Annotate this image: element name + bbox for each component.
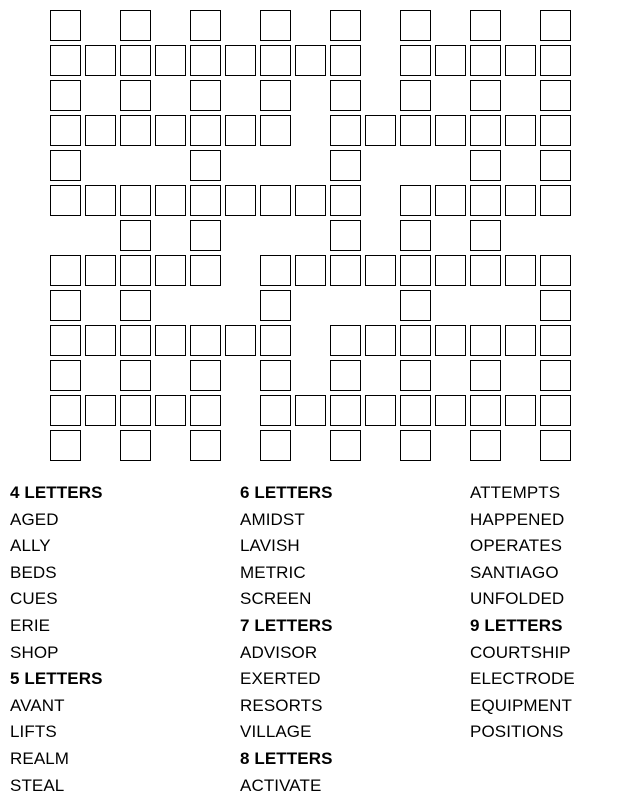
grid-cell[interactable] xyxy=(365,325,396,356)
grid-cell[interactable] xyxy=(225,185,256,216)
grid-cell[interactable] xyxy=(260,395,291,426)
word-list-item: SHOP xyxy=(10,642,59,662)
grid-cell[interactable] xyxy=(470,220,501,251)
word-list-item: HAPPENED xyxy=(470,509,565,529)
grid-cell[interactable] xyxy=(260,10,291,41)
word-list-item: UNFOLDED xyxy=(470,589,565,609)
word-list-column-2 xyxy=(240,480,440,799)
grid-cell[interactable] xyxy=(260,45,291,76)
grid-cell[interactable] xyxy=(120,255,151,286)
grid-cell[interactable] xyxy=(85,185,116,216)
grid-cell[interactable] xyxy=(120,185,151,216)
grid-cell[interactable] xyxy=(505,185,536,216)
grid-cell[interactable] xyxy=(540,150,571,181)
grid-cell[interactable] xyxy=(260,290,291,321)
grid-cell[interactable] xyxy=(190,255,221,286)
grid-cell[interactable] xyxy=(470,45,501,76)
grid-cell[interactable] xyxy=(260,430,291,461)
grid-cell[interactable] xyxy=(400,430,431,461)
grid-cell[interactable] xyxy=(260,115,291,146)
grid-cell[interactable] xyxy=(330,10,361,41)
grid-cell[interactable] xyxy=(435,45,466,76)
word-list-item: COURTSHIP xyxy=(470,642,571,662)
word-list-item: POSITIONS xyxy=(470,722,564,742)
grid-cell[interactable] xyxy=(400,45,431,76)
grid-cell[interactable] xyxy=(190,80,221,111)
grid-cell[interactable] xyxy=(155,255,186,286)
crossword-grid xyxy=(50,10,575,466)
grid-cell[interactable] xyxy=(400,220,431,251)
word-list-item: METRIC xyxy=(240,562,306,582)
grid-cell[interactable] xyxy=(120,360,151,391)
grid-cell[interactable] xyxy=(400,115,431,146)
grid-cell[interactable] xyxy=(400,290,431,321)
grid-cell[interactable] xyxy=(505,395,536,426)
grid-cell[interactable] xyxy=(295,395,326,426)
grid-cell[interactable] xyxy=(120,395,151,426)
word-list-item: AVANT xyxy=(10,695,65,715)
grid-cell[interactable] xyxy=(50,430,81,461)
grid-cell[interactable] xyxy=(400,10,431,41)
grid-cell[interactable] xyxy=(85,45,116,76)
grid-cell[interactable] xyxy=(470,115,501,146)
grid-cell[interactable] xyxy=(50,80,81,111)
grid-cell[interactable] xyxy=(400,255,431,286)
word-list-item: ATTEMPTS xyxy=(470,483,561,502)
word-list-heading: 9 LETTERS xyxy=(470,615,563,635)
grid-cell[interactable] xyxy=(50,325,81,356)
word-list-item: LAVISH xyxy=(240,536,300,556)
word-list-heading: 6 LETTERS xyxy=(240,483,333,502)
word-list-item: LIFTS xyxy=(10,722,57,742)
grid-cell[interactable] xyxy=(155,325,186,356)
word-list-item: ELECTRODE xyxy=(470,669,575,689)
grid-cell[interactable] xyxy=(190,10,221,41)
grid-cell[interactable] xyxy=(330,220,361,251)
grid-cell[interactable] xyxy=(435,325,466,356)
grid-cell[interactable] xyxy=(330,115,361,146)
grid-cell[interactable] xyxy=(365,255,396,286)
grid-cell[interactable] xyxy=(505,115,536,146)
grid-cell[interactable] xyxy=(540,10,571,41)
grid-cell[interactable] xyxy=(470,325,501,356)
grid-cell[interactable] xyxy=(540,360,571,391)
grid-cell[interactable] xyxy=(330,150,361,181)
grid-cell[interactable] xyxy=(470,80,501,111)
grid-cell[interactable] xyxy=(260,80,291,111)
grid-cell[interactable] xyxy=(540,45,571,76)
grid-cell[interactable] xyxy=(540,430,571,461)
grid-cell[interactable] xyxy=(505,45,536,76)
word-list-item: BEDS xyxy=(10,562,57,582)
grid-cell[interactable] xyxy=(435,255,466,286)
grid-cell[interactable] xyxy=(50,150,81,181)
grid-cell[interactable] xyxy=(155,45,186,76)
word-list-item: ALLY xyxy=(10,536,51,556)
grid-cell[interactable] xyxy=(505,325,536,356)
grid-cell[interactable] xyxy=(190,360,221,391)
grid-cell[interactable] xyxy=(120,115,151,146)
grid-cell[interactable] xyxy=(120,45,151,76)
grid-cell[interactable] xyxy=(190,220,221,251)
grid-cell[interactable] xyxy=(190,430,221,461)
grid-cell[interactable] xyxy=(365,115,396,146)
word-list-item: OPERATES xyxy=(470,536,563,556)
word-list-item: REALM xyxy=(10,748,70,768)
grid-cell[interactable] xyxy=(225,115,256,146)
grid-cell[interactable] xyxy=(85,115,116,146)
word-list-item: VILLAGE xyxy=(240,722,312,742)
grid-cell[interactable] xyxy=(470,255,501,286)
grid-cell[interactable] xyxy=(190,150,221,181)
grid-cell[interactable] xyxy=(50,115,81,146)
grid-cell[interactable] xyxy=(155,185,186,216)
word-list-item: EXERTED xyxy=(240,669,321,689)
grid-cell[interactable] xyxy=(330,430,361,461)
grid-cell[interactable] xyxy=(470,430,501,461)
grid-cell[interactable] xyxy=(540,185,571,216)
grid-cell[interactable] xyxy=(155,115,186,146)
grid-cell[interactable] xyxy=(365,395,396,426)
grid-cell[interactable] xyxy=(330,45,361,76)
grid-cell[interactable] xyxy=(260,325,291,356)
grid-cell[interactable] xyxy=(540,395,571,426)
grid-cell[interactable] xyxy=(435,185,466,216)
word-list-column-3 xyxy=(470,480,622,746)
grid-cell[interactable] xyxy=(225,45,256,76)
grid-cell[interactable] xyxy=(470,150,501,181)
word-list-column-1 xyxy=(10,480,210,799)
grid-cell[interactable] xyxy=(330,185,361,216)
grid-cell[interactable] xyxy=(330,255,361,286)
grid-cell[interactable] xyxy=(190,395,221,426)
grid-cell[interactable] xyxy=(85,325,116,356)
word-list-item: AMIDST xyxy=(240,509,305,529)
grid-cell[interactable] xyxy=(120,290,151,321)
word-list-heading: 5 LETTERS xyxy=(10,669,103,689)
grid-cell[interactable] xyxy=(225,325,256,356)
grid-cell[interactable] xyxy=(190,325,221,356)
grid-cell[interactable] xyxy=(50,360,81,391)
grid-cell[interactable] xyxy=(435,395,466,426)
word-list-heading: 7 LETTERS xyxy=(240,615,333,635)
grid-cell[interactable] xyxy=(260,255,291,286)
word-list-item: CUES xyxy=(10,589,58,609)
grid-cell[interactable] xyxy=(400,395,431,426)
grid-cell[interactable] xyxy=(330,395,361,426)
grid-cell[interactable] xyxy=(400,185,431,216)
word-list-item: SCREEN xyxy=(240,589,312,609)
word-list-item: ERIE xyxy=(10,615,51,635)
grid-cell[interactable] xyxy=(50,255,81,286)
grid-cell[interactable] xyxy=(155,395,186,426)
grid-cell[interactable] xyxy=(190,45,221,76)
grid-cell[interactable] xyxy=(120,10,151,41)
grid-cell[interactable] xyxy=(50,395,81,426)
grid-cell[interactable] xyxy=(505,255,536,286)
grid-cell[interactable] xyxy=(330,325,361,356)
grid-cell[interactable] xyxy=(470,360,501,391)
grid-cell[interactable] xyxy=(295,185,326,216)
grid-cell[interactable] xyxy=(435,115,466,146)
grid-cell[interactable] xyxy=(50,10,81,41)
word-list-item: SANTIAGO xyxy=(470,562,559,582)
word-list-item: ACTIVATE xyxy=(240,775,322,795)
grid-cell[interactable] xyxy=(540,115,571,146)
grid-cell[interactable] xyxy=(330,360,361,391)
grid-cell[interactable] xyxy=(50,45,81,76)
grid-cell[interactable] xyxy=(295,45,326,76)
grid-cell[interactable] xyxy=(400,360,431,391)
word-list-item: AGED xyxy=(10,509,59,529)
grid-cell[interactable] xyxy=(540,290,571,321)
grid-cell[interactable] xyxy=(540,80,571,111)
word-list-heading: 4 LETTERS xyxy=(10,483,103,502)
grid-cell[interactable] xyxy=(120,80,151,111)
grid-cell[interactable] xyxy=(190,185,221,216)
grid-cell[interactable] xyxy=(470,185,501,216)
grid-cell[interactable] xyxy=(295,255,326,286)
grid-cell[interactable] xyxy=(260,185,291,216)
grid-cell[interactable] xyxy=(400,325,431,356)
grid-cell[interactable] xyxy=(190,115,221,146)
grid-cell[interactable] xyxy=(120,325,151,356)
grid-cell[interactable] xyxy=(400,80,431,111)
word-list-item: RESORTS xyxy=(240,695,323,715)
grid-cell[interactable] xyxy=(50,290,81,321)
grid-cell[interactable] xyxy=(120,220,151,251)
grid-cell[interactable] xyxy=(85,255,116,286)
grid-cell[interactable] xyxy=(85,395,116,426)
grid-cell[interactable] xyxy=(330,80,361,111)
word-list-item: STEAL xyxy=(10,775,65,795)
word-list-heading: 8 LETTERS xyxy=(240,748,333,768)
word-list-item: EQUIPMENT xyxy=(470,695,572,715)
word-list-item: ADVISOR xyxy=(240,642,318,662)
grid-cell[interactable] xyxy=(470,395,501,426)
grid-cell[interactable] xyxy=(540,255,571,286)
grid-cell[interactable] xyxy=(120,430,151,461)
grid-cell[interactable] xyxy=(540,325,571,356)
grid-cell[interactable] xyxy=(470,10,501,41)
grid-cell[interactable] xyxy=(50,185,81,216)
grid-cell[interactable] xyxy=(260,360,291,391)
